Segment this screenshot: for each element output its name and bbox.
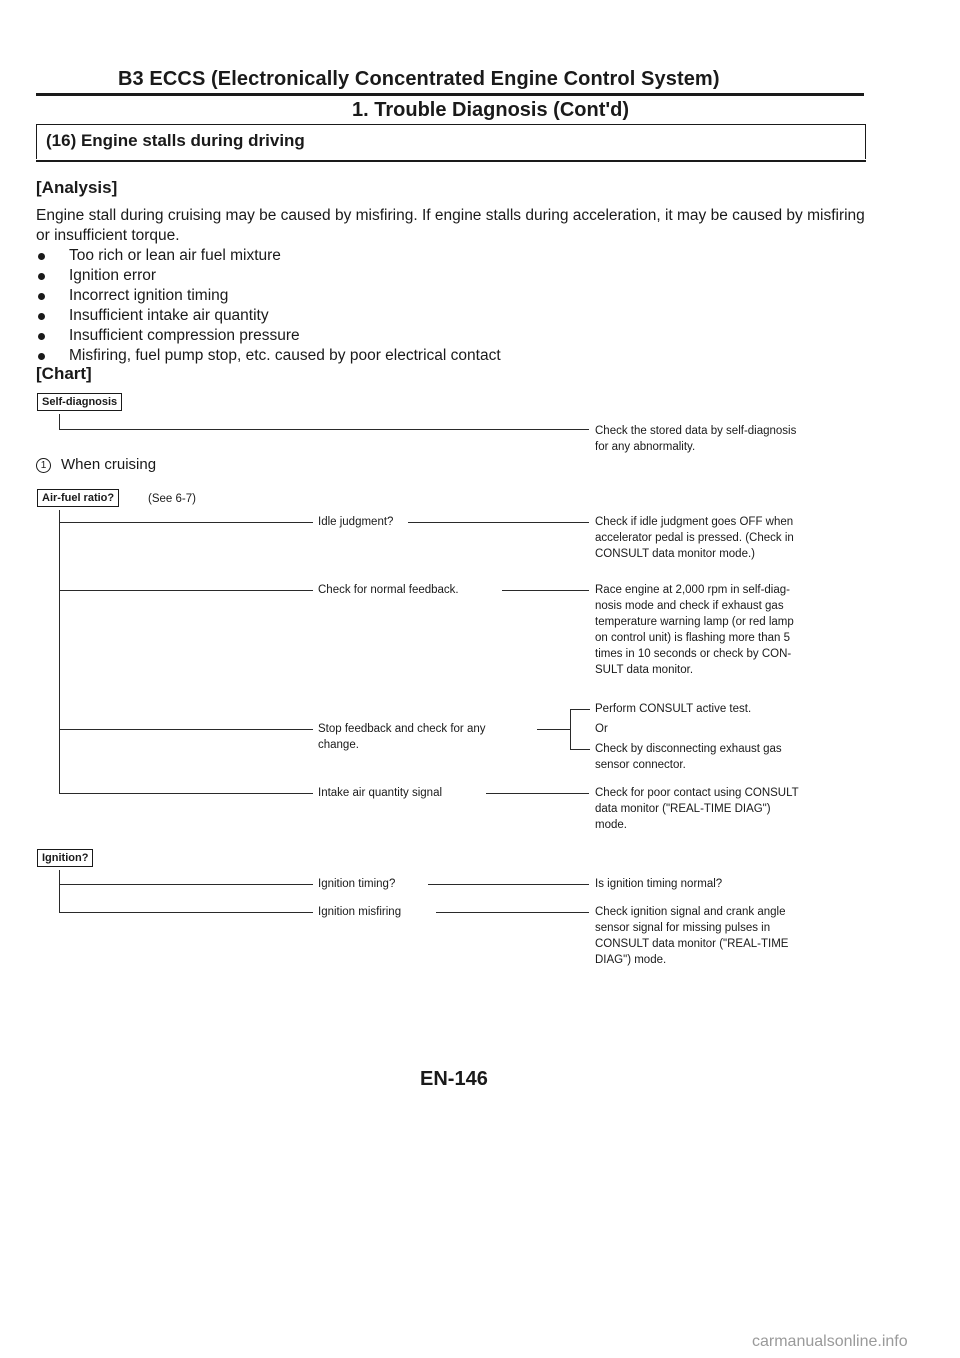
connector-line (59, 912, 313, 913)
cause-list (36, 246, 501, 366)
ignition-timing-label: Ignition timing? (318, 878, 396, 890)
connector-line (59, 510, 60, 793)
self-diagnosis-box: Self-diagnosis (37, 393, 122, 411)
list-item: Ignition error (36, 266, 501, 286)
connector-line (537, 729, 570, 730)
page-number: EN-146 (420, 1068, 488, 1090)
connector-line (59, 729, 313, 730)
disconnect-sensor-note: Check by disconnecting exhaust gas sensor connector. (595, 743, 782, 771)
ignition-box: Ignition? (37, 849, 93, 867)
chart-heading: [Chart] (36, 364, 92, 383)
connector-line (59, 590, 313, 591)
connector-line (59, 429, 589, 430)
normal-feedback-label: Check for normal feedback. (318, 584, 459, 596)
when-cruising-label: 1 When cruising (36, 456, 156, 473)
site-watermark: carmanualsonline.info (752, 1333, 908, 1350)
consult-active-test-note: Perform CONSULT active test. (595, 703, 752, 715)
section-title-underline (36, 160, 866, 162)
connector-line (408, 522, 589, 523)
intake-air-signal-label: Intake air quantity signal (318, 787, 443, 799)
self-diagnosis-note: Check the stored data by self-diagnosis for any abnormality. (595, 425, 797, 453)
connector-line (59, 884, 313, 885)
list-item: Incorrect ignition timing (36, 286, 501, 306)
bracket-line (570, 709, 590, 710)
section-heading: 1. Trouble Diagnosis (Cont'd) (352, 99, 629, 121)
bracket-line (570, 749, 590, 750)
list-item: Misfiring, fuel pump stop, etc. caused by poor electrical contact (36, 346, 501, 366)
list-item: Insufficient intake air quantity (36, 306, 501, 326)
or-label: Or (595, 723, 608, 735)
title-rule (36, 93, 864, 96)
intake-air-signal-note: Check for poor contact using CONSULT data monitor ("REAL-TIME DIAG") mode. (595, 787, 799, 831)
idle-judgment-note: Check if idle judgment goes OFF when accelerator pedal is pressed. (Check in CONSULT data monitor mode.) (595, 516, 794, 560)
ignition-timing-note: Is ignition timing normal? (595, 878, 723, 890)
step-number-icon: 1 (36, 458, 51, 473)
ignition-misfiring-label: Ignition misfiring (318, 906, 402, 918)
ignition-misfiring-note: Check ignition signal and crank angle sensor signal for missing pulses in CONSULT data monitor ("REAL-TIME DIAG") mode. (595, 906, 789, 966)
idle-judgment-label: Idle judgment? (318, 516, 394, 528)
air-fuel-ratio-box: Air-fuel ratio? (37, 489, 119, 507)
list-item: Too rich or lean air fuel mixture (36, 246, 501, 266)
analysis-paragraph: Engine stall during cruising may be caused by misfiring. If engine stalls during acceleration, it may be caused by misfiring or insufficient torque. (36, 207, 865, 244)
connector-line (59, 522, 313, 523)
stop-feedback-label: Stop feedback and check for any change. (318, 723, 486, 751)
list-item: Insufficient compression pressure (36, 326, 501, 346)
bracket-line (570, 709, 571, 749)
document-title: B3 ECCS (Electronically Concentrated Engine Control System) (118, 68, 720, 90)
analysis-heading: [Analysis] (36, 178, 118, 197)
connector-line (59, 414, 60, 429)
connector-line (502, 590, 589, 591)
connector-line (59, 870, 60, 912)
connector-line (486, 793, 589, 794)
section-title: (16) Engine stalls during driving (46, 131, 305, 150)
connector-line (436, 912, 589, 913)
normal-feedback-note: Race engine at 2,000 rpm in self-diag- nosis mode and check if exhaust gas temperature warning lamp (or red lamp on control unit) is flashing more than 5 times in 10 seconds or check by CON- SULT data monitor. (595, 584, 794, 676)
connector-line (428, 884, 589, 885)
page-reference: (See 6-7) (148, 493, 196, 505)
connector-line (59, 793, 313, 794)
